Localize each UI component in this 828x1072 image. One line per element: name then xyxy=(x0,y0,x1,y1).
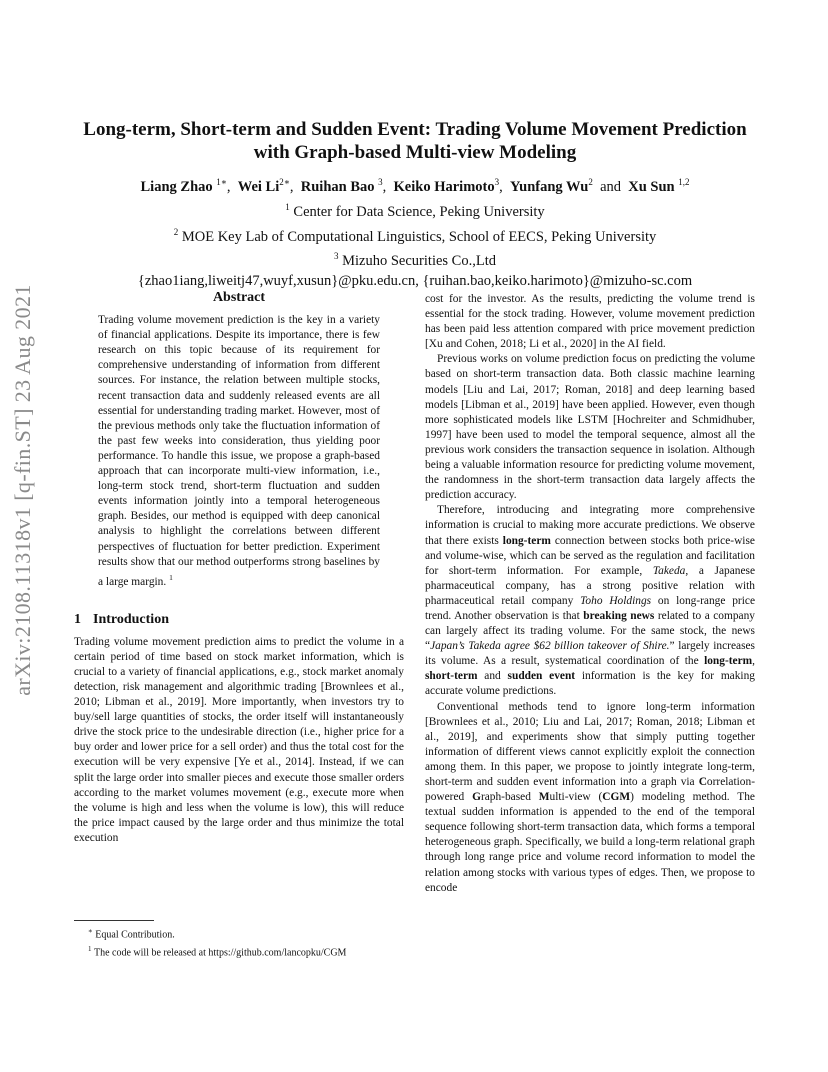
author-sep: , xyxy=(382,178,387,195)
text-run: related to a company can largely affect its trading volume. For the same stock, the news “ xyxy=(425,609,755,653)
footnotes xyxy=(74,924,404,961)
text-run: ulti-view ( xyxy=(549,791,603,804)
text-run: information is the key for making accurate volume predictions. xyxy=(425,670,755,698)
text-run: Therefore, introducing and integrating more comprehensive information is crucial to making more accurate predictions. We observe that there exists xyxy=(425,504,755,547)
abstract-text: Trading volume movement prediction is the key in a variety of financial applications. Despite its importance, there is few research on this topic because of its requirement for comprehensive understanding of information from different sources. For instance, the relation between multiple stocks, recent transaction data and suddenly released events are all essential for understanding trading market. However, most of the previous methods only take the fluctuation information of the past few weeks into consideration, thus yielding poor performance. To handle this issue, we propose a graph-based approach that can incorporate multi-view information, i.e., long-term stock trend, short-term fluctuation and sudden events information jointly into a temporal heterogeneous graph. Besides, our method is equipped with deep canonical analysis to highlight the correlations between different perspectives of fluctuation for better prediction. Experiment results show that our method outperforms strong baselines by a large margin. xyxy=(98,314,380,588)
abstract-heading: Abstract xyxy=(212,290,266,305)
author-sep: , xyxy=(499,178,503,195)
affiliation-1 xyxy=(60,197,770,222)
paper-title xyxy=(60,118,770,164)
author-sup: 1,2 xyxy=(678,177,690,187)
affiliation-sup: 3 xyxy=(334,251,339,262)
footnote-2 xyxy=(74,942,404,960)
footnote-mark: 1 xyxy=(88,945,92,954)
author-emails: {zhao1iang,liweitj47,wuyf,xusun}@pku.edu.cn, {ruihan.bao,keiko.harimoto}@mizuho-sc.com xyxy=(137,273,693,290)
author-and: and xyxy=(600,178,621,195)
intro-paragraph-5 xyxy=(425,700,755,896)
title-line-1: Long-term, Short-term and Sudden Event: Trading Volume Movement Prediction xyxy=(83,119,747,140)
author-name: Wei Li xyxy=(237,178,280,195)
footnote-text: The code will be released at https://github.com/lancopku/CGM xyxy=(94,947,347,959)
bold-run: G xyxy=(472,791,481,804)
intro-paragraph-2: cost for the investor. As the results, predicting the volume trend is essential for the stock trading. However, volume movement prediction has been paid less attention compared with price movement prediction [Xu and Cohen, 2018; Li et al., 2020] in the AI field. xyxy=(425,293,755,351)
footnote-text: Equal Contribution. xyxy=(95,929,175,941)
italic-run: Japan’s Takeda agree $62 billion takeover of Shire. xyxy=(430,640,670,653)
bold-run: long-term xyxy=(704,655,753,668)
author-name: Keiko Harimoto xyxy=(393,178,495,195)
author-sep: , xyxy=(289,178,294,195)
section-title: Introduction xyxy=(93,611,169,627)
bold-run: CGM xyxy=(602,791,631,804)
bold-run: M xyxy=(538,791,550,804)
text-run: , a Japanese pharmaceutical company, has a strong positive relation with pharmaceutical retail company xyxy=(425,564,756,607)
section-heading-introduction xyxy=(74,612,404,627)
footnote-mark: 1 xyxy=(169,572,173,582)
author-list xyxy=(60,172,770,197)
author-sup: 2∗ xyxy=(279,177,290,187)
author-sup: 2 xyxy=(588,177,593,187)
arxiv-id-text: arXiv:2108.11318v1 [q-fin.ST] 23 Aug 2021 xyxy=(10,284,35,696)
affiliation-sup: 2 xyxy=(173,226,179,237)
author-sup: 3 xyxy=(494,177,500,187)
affiliation-3 xyxy=(60,246,770,271)
intro-paragraph-1: Trading volume movement prediction aims to predict the volume in a certain period of time based on stock market information, which is crucial to a variety of financial applications, e.g., stock market anomaly detection, risk management and algorithmic trading [Brownlees et al., 2010; Libman et al., 2019]. More importantly, when investors try to buy/sell large quantities of stocks, the order itself will instantaneously drive the stock price to the undesirable direction (i.e., higher price for a buy order and lower price for a sell order) and thus the total cost for the execution will be very expensive [Ye et al., 2014]. Instead, if we can split the large order into smaller pieces and execute those smaller orders according to the market volumes movement (e.g., execute more when the volume is high and less when the volume is low), this will reduce the price impact caused by the large order and thus minimize the total execution xyxy=(74,635,404,844)
intro-paragraph-3: Previous works on volume prediction focus on predicting the volume based on short-term transaction data. Both classic machine learning models [Liu and Lai, 2017; Roman, 2018] and deep learning based models [Libman et al., 2019] have been applied. However, even though more sophisticated models like LSTM [Hochreiter and Schmidhuber, 1997] have been used to model the temporal sequence, almost all the previous work considers the transaction sequence in isolation. Although being a valuable information resource for predicting volume movement, the randomness in the short-term transaction data largely affects the prediction accuracy. xyxy=(425,353,755,502)
text-run: Conventional methods tend to ignore long-term information [Brownlees et al., 2010; Liu and Lai, 2017; Roman, 2018; Libman et al., 2019], and experiments show that simply putting together information of different views cannot explicitly exploit the connection among them. In this paper, we propose to jointly integrate long-term, short-term and sudden event information into a graph via xyxy=(425,700,755,788)
bold-run: breaking news xyxy=(583,609,655,622)
author-sup: 1∗ xyxy=(216,177,227,187)
right-column xyxy=(425,292,755,896)
affiliation-text: Mizuho Securities Co.,Ltd xyxy=(342,253,496,270)
left-column xyxy=(74,290,404,846)
footnote-mark: ∗ xyxy=(88,927,93,935)
text-run: connection between stocks both price-wise and volume-wise, which can be served as the regulation and facilitation for short-term information. For example, xyxy=(425,534,755,577)
author-name: Liang Zhao xyxy=(140,178,213,195)
text-run: and xyxy=(484,670,501,683)
intro-paragraph-4 xyxy=(425,503,755,699)
author-block xyxy=(60,172,770,291)
text-run: on long-range price trend. Another observation is that xyxy=(425,594,755,622)
author-sep: , xyxy=(226,178,231,195)
bold-run: long-term xyxy=(502,534,551,547)
arxiv-sidebar-id xyxy=(4,280,42,700)
footnote-rule xyxy=(74,920,154,921)
footnote-1 xyxy=(74,924,404,942)
author-name: Yunfang Wu xyxy=(509,178,589,195)
italic-run: Takeda xyxy=(652,564,686,577)
bold-run: sudden event xyxy=(507,670,576,683)
affiliation-text: Center for Data Science, Peking University xyxy=(293,203,545,220)
text-run: , xyxy=(752,655,755,668)
abstract-body xyxy=(98,313,380,589)
author-name: Xu Sun xyxy=(628,178,675,195)
text-run: ” largely increases its volume. As a result, systematical coordination of the xyxy=(425,640,755,668)
text-run: orrelation-powered xyxy=(425,776,755,804)
affiliation-sup: 1 xyxy=(285,201,290,212)
bold-run: short-term xyxy=(425,670,478,683)
affiliation-2 xyxy=(60,222,770,247)
title-line-2: with Graph-based Multi-view Modeling xyxy=(253,142,577,163)
bold-run: C xyxy=(698,776,707,788)
italic-run: Toho Holdings xyxy=(580,594,652,607)
text-run: ) modeling method. The textual sudden information is appended to the end of the temporal sequence following short-term transaction data, which forms a temporal heterogeneous graph. Specifically, we build a long-term relational graph through long range price and volume record information to model the relation among stocks with various types of edges. Then, we propose to encode xyxy=(425,791,755,894)
author-sup: 3 xyxy=(378,177,383,187)
author-name: Ruihan Bao xyxy=(300,178,375,195)
section-number: 1 xyxy=(74,611,81,627)
affiliation-text: MOE Key Lab of Computational Linguistics, School of EECS, Peking University xyxy=(181,228,657,245)
text-run: raph-based xyxy=(480,791,531,804)
